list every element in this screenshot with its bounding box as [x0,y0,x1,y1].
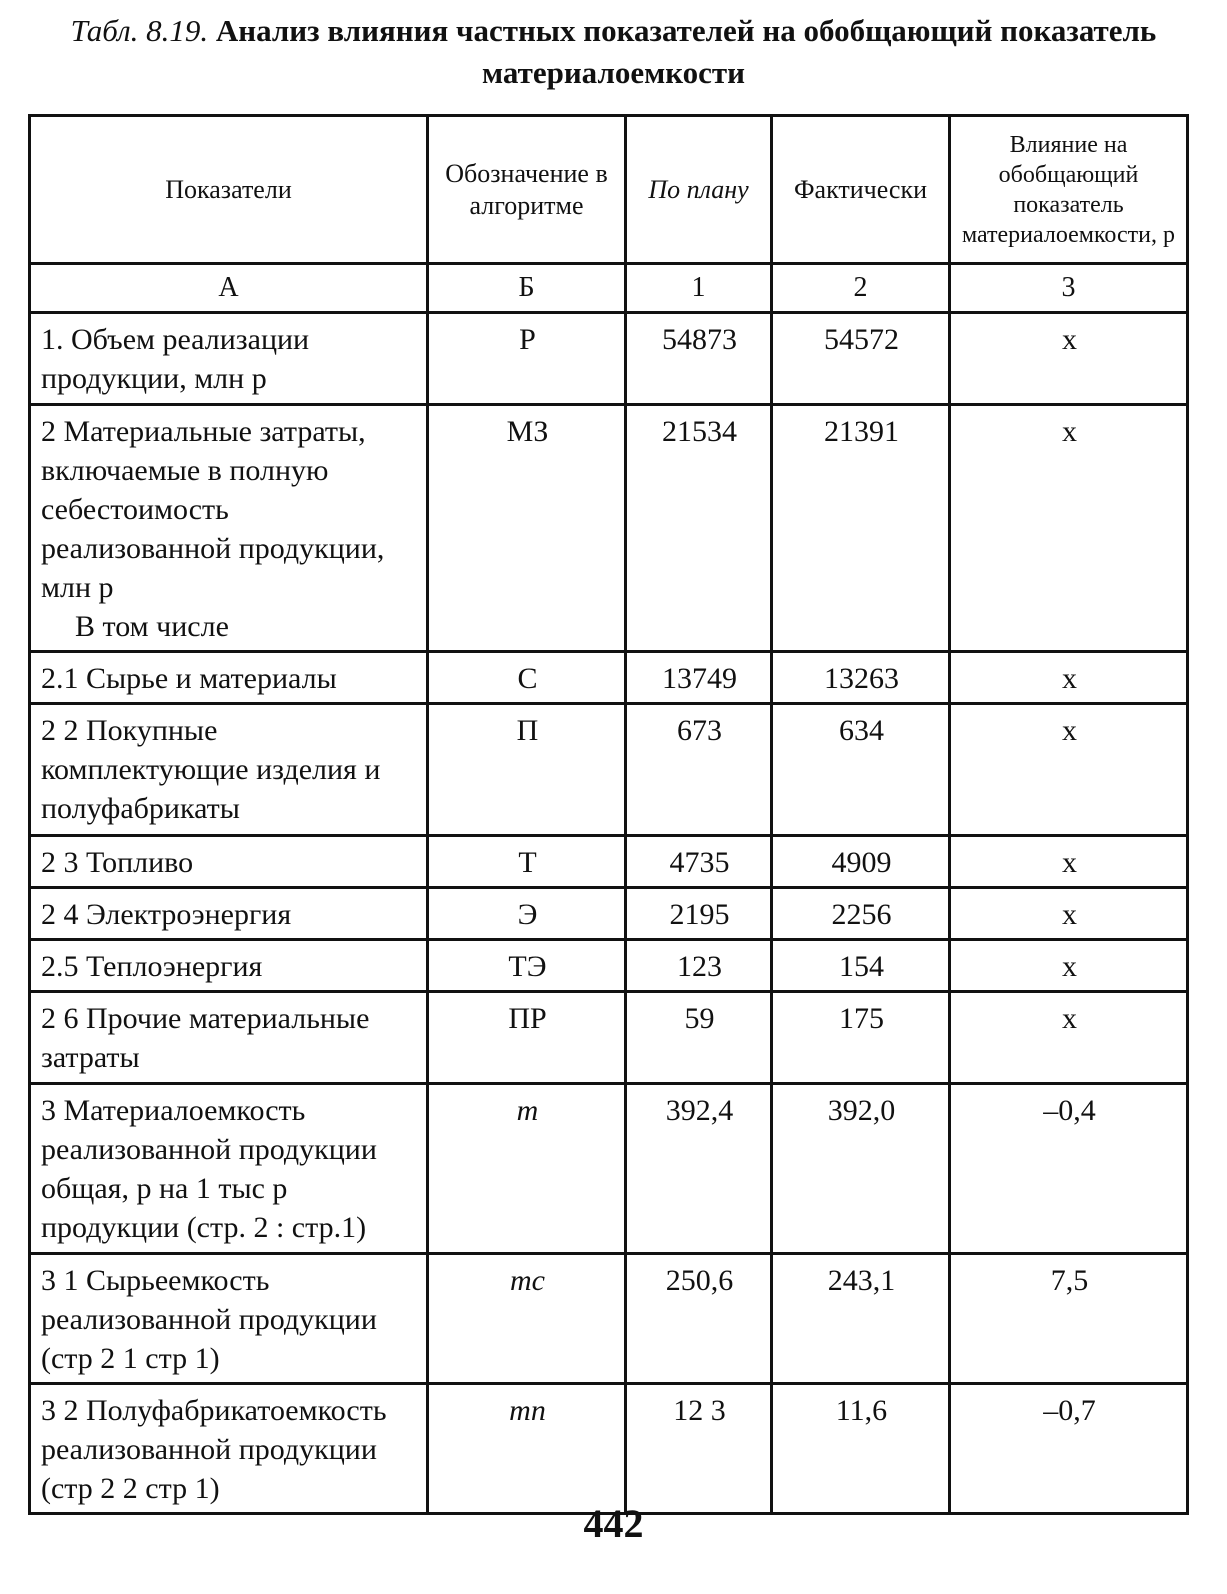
influence-cell: x [950,992,1188,1084]
index-cell: 3 [950,264,1188,313]
index-row [30,264,1188,313]
indicator-name: 2 6 Прочие материальные затраты [30,992,428,1084]
header-plan: По плану [626,116,772,264]
header-influence: Влияние на обобщающий показатель материалоемкости, р [950,116,1188,264]
index-cell: Б [428,264,626,313]
indicator-subnote: В том числе [75,610,229,643]
fact-cell: 13263 [772,652,950,704]
indicator-name: 2.1 Сырье и материалы [30,652,428,704]
influence-cell: x [950,888,1188,940]
indicator-name: 2 4 Электроэнергия [30,888,428,940]
plan-cell: 12 3 [626,1384,772,1514]
plan-cell: 2195 [626,888,772,940]
fact-cell: 4909 [772,836,950,888]
symbol-cell: P [428,313,626,405]
influence-cell: 7,5 [950,1254,1188,1384]
plan-cell: 59 [626,992,772,1084]
table-row [30,1254,1188,1384]
table-row [30,940,1188,992]
table-row [30,652,1188,704]
table-row [30,992,1188,1084]
symbol-cell: С [428,652,626,704]
influence-cell: –0,7 [950,1384,1188,1514]
index-cell: 1 [626,264,772,313]
fact-cell: 634 [772,704,950,836]
table-row [30,836,1188,888]
page-number: 442 [583,1501,644,1546]
plan-cell: 392,4 [626,1084,772,1254]
table-row [30,1084,1188,1254]
influence-cell: x [950,652,1188,704]
header-row [30,116,1188,264]
caption-label: Табл. 8.19. [70,13,209,48]
plan-cell: 673 [626,704,772,836]
table-row [30,704,1188,836]
symbol-cell: ПР [428,992,626,1084]
indicator-name [30,405,428,652]
fact-cell: 21391 [772,405,950,652]
influence-cell: x [950,836,1188,888]
symbol-cell: m [428,1084,626,1254]
indicator-name: 1. Объем реализации продукции, млн р [30,313,428,405]
fact-cell: 11,6 [772,1384,950,1514]
indicator-name: 3 Материалоемкость реализованной продукции общая, р на 1 тыс р продукции (стр. 2 : стр.1) [30,1084,428,1254]
symbol-cell: mс [428,1254,626,1384]
symbol-cell: Т [428,836,626,888]
fact-cell: 243,1 [772,1254,950,1384]
influence-cell: –0,4 [950,1084,1188,1254]
influence-cell: x [950,704,1188,836]
material-intensity-table [28,114,1189,1515]
indicator-name: 2 3 Топливо [30,836,428,888]
table-row [30,313,1188,405]
header-symbol: Обозначение в алгоритме [428,116,626,264]
symbol-cell: mп [428,1384,626,1514]
plan-cell: 13749 [626,652,772,704]
fact-cell: 54572 [772,313,950,405]
indicator-name: 2.5 Теплоэнергия [30,940,428,992]
plan-cell: 250,6 [626,1254,772,1384]
fact-cell: 2256 [772,888,950,940]
influence-cell: x [950,940,1188,992]
header-fact: Фактически [772,116,950,264]
plan-cell: 54873 [626,313,772,405]
caption-title: Анализ влияния частных показателей на обобщающий показатель материалоемкости [215,13,1157,90]
header-indicators: Показатели [30,116,428,264]
fact-cell: 175 [772,992,950,1084]
table-row [30,1384,1188,1514]
indicator-name: 3 2 Полуфабрикатоемкость реализованной продукции (стр 2 2 стр 1) [30,1384,428,1514]
symbol-cell: МЗ [428,405,626,652]
table-row [30,888,1188,940]
plan-cell: 123 [626,940,772,992]
influence-cell: x [950,313,1188,405]
table-caption [0,10,1227,94]
fact-cell: 392,0 [772,1084,950,1254]
indicator-name-text: 2 Материальные затраты, включаемые в полную себестоимость реализованной продукции, млн р [41,415,385,604]
plan-cell: 4735 [626,836,772,888]
indicator-name: 2 2 Покупные комплектующие изделия и полуфабрикаты [30,704,428,836]
symbol-cell: ТЭ [428,940,626,992]
indicator-name: 3 1 Сырьеемкость реализованной продукции (стр 2 1 стр 1) [30,1254,428,1384]
influence-cell: x [950,405,1188,652]
plan-cell: 21534 [626,405,772,652]
table-row [30,405,1188,652]
fact-cell: 154 [772,940,950,992]
index-cell: А [30,264,428,313]
symbol-cell: Э [428,888,626,940]
index-cell: 2 [772,264,950,313]
symbol-cell: П [428,704,626,836]
